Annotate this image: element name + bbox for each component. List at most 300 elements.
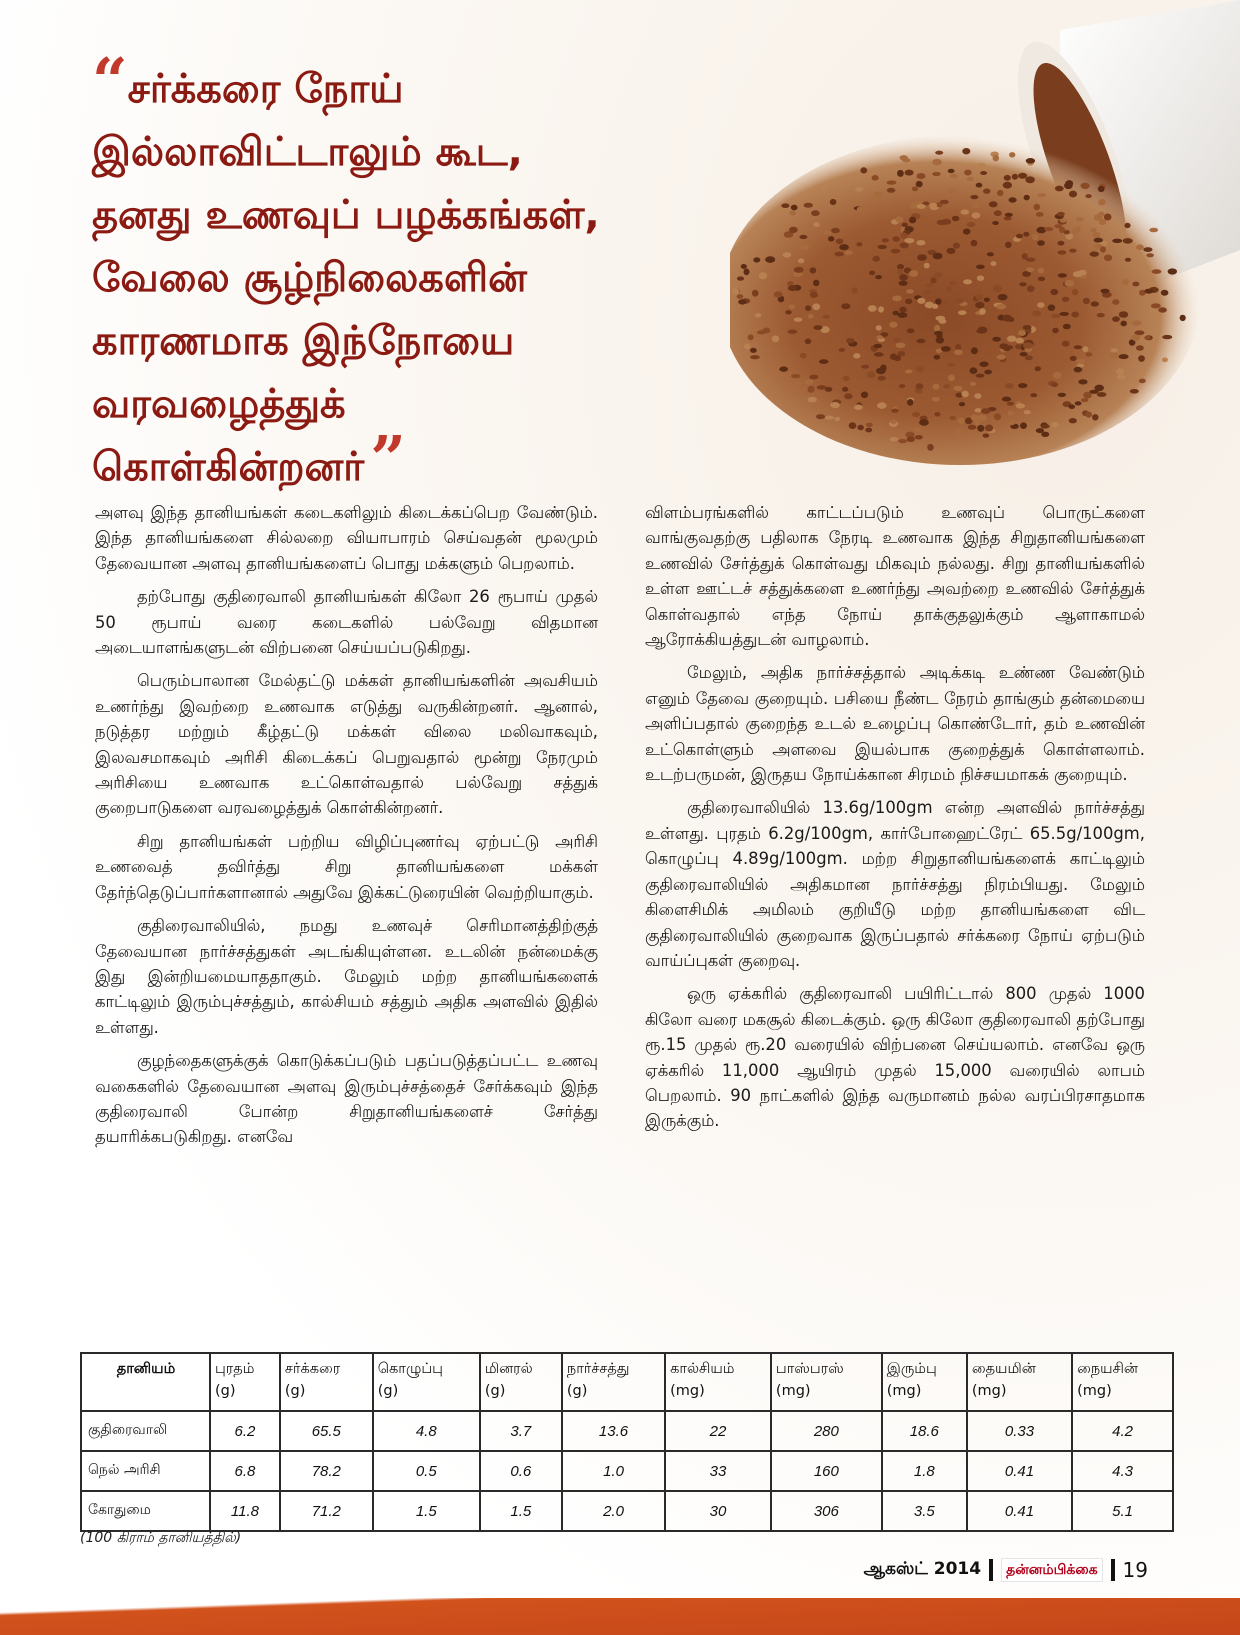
seed-grain (1097, 313, 1105, 317)
table-cell: 6.2 (210, 1411, 280, 1451)
seed-grain (1090, 251, 1099, 256)
seed-grain (927, 444, 934, 451)
table-cell: 5.1 (1072, 1491, 1173, 1531)
table-cell: 71.2 (280, 1491, 373, 1531)
seed-grain (1058, 393, 1066, 397)
seed-grain (873, 191, 880, 196)
seed-grain (917, 339, 926, 344)
seed-grain (941, 346, 951, 352)
seed-grain (1070, 356, 1077, 361)
header-mineral: மினரல் (g) (480, 1353, 562, 1411)
seed-grain (854, 405, 863, 411)
seed-grain (887, 188, 896, 193)
seed-grain (809, 375, 818, 380)
seed-grain (948, 375, 955, 382)
seed-grain (813, 325, 822, 330)
seed-grain (868, 305, 877, 312)
seed-grain (1038, 277, 1045, 282)
seed-grain (1072, 289, 1078, 295)
seed-grain (828, 236, 834, 241)
seed-grain (891, 409, 899, 413)
seed-grain (970, 367, 978, 374)
seed-grain (1003, 182, 1012, 189)
seed-grain (800, 353, 807, 358)
seed-grain (932, 172, 940, 176)
seed-grain (934, 331, 943, 336)
seed-grain (968, 425, 977, 430)
seed-grain (935, 151, 943, 155)
magazine-logo: தன்னம்பிக்கை (1001, 1558, 1102, 1582)
seed-grain (1027, 285, 1035, 292)
seed-grain (1162, 335, 1172, 339)
seed-grain (869, 271, 875, 276)
header-iron: இரும்பு (mg) (882, 1353, 967, 1411)
seed-grain (1083, 392, 1091, 399)
seed-grain (1119, 354, 1129, 359)
seed-grain (853, 353, 860, 358)
seed-grain (813, 222, 819, 227)
seed-grain (953, 243, 960, 249)
seed-grain (964, 432, 971, 437)
table-cell: 0.41 (967, 1491, 1072, 1531)
seed-grain (983, 188, 990, 194)
seed-grain (984, 298, 990, 303)
seed-grain (1094, 238, 1103, 243)
seed-grain (984, 370, 992, 375)
seed-grain (1023, 342, 1033, 349)
seed-grain (976, 329, 986, 333)
seed-grain (1092, 414, 1098, 420)
seed-grain (910, 203, 918, 209)
seed-grain (738, 299, 746, 304)
seed-grain (831, 228, 840, 234)
seed-grain (842, 387, 848, 392)
right-paragraph-3: குதிரைவாலியில் 13.6g/100gm என்ற அளவில் நார்ச்சத்து உள்ளது. புரதம் 6.2g/100gm, கார்போஹைட்ரேட் 65.5g/100gm, கொழுப்பு 4.89g/100gm. மற்ற சிறுதானியங்களைக் காட்டிலும் குதிரைவாலியில் அதிகமான நார்ச்சத்து நிரம்பியது. மேலும் கிளைசிமிக் அமிலம் குறியீடு மற்ற தானியங்களை விட குதிரைவாலியில் குறைவாக இருப்பதால் சர்க்கரை நோய் ஏற்படும் வாய்ப்புகள் குறைவு. (645, 798, 1145, 970)
seed-grain (1005, 213, 1013, 217)
seed-grain (958, 417, 965, 424)
seed-grain (1024, 410, 1031, 414)
seed-grain (974, 393, 981, 399)
table-cell: 11.8 (210, 1491, 280, 1531)
headline-line-4: வேலை சூழ்நிலைகளின் (92, 255, 527, 301)
page-number: 19 (1122, 1558, 1148, 1582)
seed-grain (958, 310, 967, 315)
seed-grain (1074, 345, 1082, 349)
seed-grain (1038, 268, 1045, 274)
seed-grain (899, 307, 907, 313)
seed-grain (902, 158, 910, 162)
headline-line-1: “சர்க்கரை நோய் (92, 44, 404, 117)
seed-grain (937, 220, 947, 225)
seed-grain (954, 386, 963, 391)
table-cell: 4.2 (1072, 1411, 1173, 1451)
seed-grain (1063, 324, 1071, 330)
seed-grain (949, 188, 957, 194)
seed-grain (1090, 228, 1096, 232)
left-paragraph-2: தற்போது குதிரைவாலி தானியங்கள் கிலோ 26 ரூபாய் முதல் 50 ரூபாய் வரை கடைகளில் பல்வேறு விதமான அடையாளங்களுடன் விற்பனை செய்யப்படுகிறது. (95, 587, 598, 658)
seed-grain (1119, 311, 1128, 318)
seed-grain (897, 269, 903, 275)
seed-grain (1161, 290, 1169, 296)
seed-grain (1136, 345, 1144, 351)
table-cell: 0.6 (480, 1451, 562, 1491)
seed-grain (892, 295, 902, 301)
seed-grain (932, 397, 940, 402)
seed-grain (909, 217, 916, 224)
seed-grain (1097, 392, 1107, 397)
seed-grain (939, 319, 947, 324)
seed-grain (839, 244, 849, 250)
seed-grain (889, 322, 897, 328)
seed-grain (732, 288, 739, 294)
seed-grain (972, 212, 981, 218)
seed-grain (883, 199, 890, 204)
seed-grain (1059, 312, 1069, 316)
seed-grain (1136, 244, 1144, 250)
seed-grain (1104, 255, 1112, 261)
seed-grain (1057, 241, 1064, 246)
seed-grain (954, 350, 963, 356)
seed-grain (783, 252, 792, 257)
table-cell: 160 (771, 1451, 882, 1491)
table-cell: 30 (665, 1491, 771, 1531)
seed-grain (1152, 269, 1162, 274)
seed-grain (1053, 372, 1062, 379)
seed-grain (975, 408, 982, 412)
seed-grain (917, 173, 926, 179)
seed-grain (1116, 368, 1125, 374)
seed-grain (1132, 282, 1139, 287)
seed-grain (994, 210, 1002, 216)
seed-grain (822, 183, 828, 189)
seed-grain (905, 370, 913, 374)
seed-grain (926, 283, 934, 287)
seed-grain (798, 258, 804, 263)
seed-grain (956, 298, 964, 304)
seed-grain (1007, 402, 1014, 406)
footer-divider (1111, 1559, 1115, 1581)
seed-grain (1051, 314, 1060, 318)
seed-grain (752, 290, 759, 297)
seed-grain (744, 269, 750, 276)
seed-grain (940, 200, 949, 204)
seed-grain (1081, 183, 1090, 189)
seed-grain (1057, 212, 1065, 217)
seed-grain (1117, 375, 1127, 380)
right-column (645, 500, 1145, 1142)
seed-grain (907, 328, 915, 333)
seed-grain (1034, 204, 1041, 211)
seed-grain (800, 244, 809, 251)
seed-grain (1002, 397, 1011, 402)
headline-line-3: தனது உணவுப் பழக்கங்கள், (92, 192, 600, 238)
seed-grain (1055, 186, 1064, 192)
seed-grain (834, 252, 844, 257)
left-paragraph-4: சிறு தானியங்கள் பற்றிய விழிப்புணர்வு ஏற்பட்டு அரிசி உணவைத் தவிர்த்து சிறு தானியங்களை மக்கள் தேர்ந்தெடுப்பார்களானால் அதுவே இக்கட்டுரையின் வெற்றியாகும். (95, 831, 598, 902)
seed-grain (844, 393, 852, 399)
left-paragraph-6: குழந்தைகளுக்குக் கொடுக்கப்படும் பதப்படுத்தப்பட்ட உணவு வகைகளில் தேவையான அளவு இரும்புச்சத்தைச் சேர்க்கவும் இந்த குதிரைவாலி போன்ற சிறுதானியங்களைச் சேர்த்து தயாரிக்கபடுகிறது. எனவே (95, 1051, 598, 1147)
seed-grain (1004, 175, 1011, 181)
seed-grain (962, 148, 970, 154)
seed-grain (1037, 240, 1045, 246)
seed-grain (1036, 428, 1044, 433)
seed-grain (839, 348, 846, 352)
seed-grain (1016, 403, 1025, 408)
seed-grain (976, 265, 985, 269)
seed-grain (759, 272, 768, 279)
seed-grain (932, 159, 941, 166)
seed-grain (1143, 247, 1152, 252)
seed-grain (810, 267, 817, 273)
seed-grain (1075, 401, 1082, 405)
seed-grain (916, 240, 925, 245)
table-cell-grain: குதிரைவாலி (81, 1411, 210, 1451)
seed-grain (1002, 315, 1012, 322)
seed-grain (1069, 249, 1077, 253)
seed-grain (816, 414, 825, 419)
right-paragraph-4: ஒரு ஏக்கரில் குதிரைவாலி பயிரிட்டால் 800 முதல் 1000 கிலோ வரை மகசூல் கிடைக்கும். ஒரு கிலோ குதிரைவாலி தற்போது ரூ.15 முதல் ரூ.20 வரையில் விற்பனை செய்யலாம். எனவே ஒரு ஏக்கரில் 11,000 ஆயிரம் முதல் 15,000 வரையில் லாபம் பெறலாம். 90 நாட்களில் இந்த வருமானம் நல்ல வரப்பிரசாதமாக இருக்கும். (645, 984, 1145, 1131)
seed-grain (950, 281, 957, 285)
seed-grain (892, 236, 900, 242)
seed-grain (1081, 398, 1088, 402)
seed-grain (1158, 307, 1167, 312)
seed-grain (919, 419, 929, 426)
seed-grain (1083, 346, 1089, 352)
table-cell: 2.0 (562, 1491, 665, 1531)
seed-grain (1092, 232, 1100, 238)
seed-grain (808, 386, 815, 393)
left-paragraph-1: அளவு இந்த தானியங்கள் கடைகளிலும் கிடைக்கப்பெற வேண்டும். இந்த தானியங்களை சில்லறை வியாபாரம் செய்வதன் மூலமும் தேவையான அளவு தானியங்களைப் பொது மக்களும் பெறலாம். (95, 503, 598, 573)
seed-grain (1044, 227, 1053, 231)
seed-grain (805, 339, 812, 345)
table-cell: 4.3 (1072, 1451, 1173, 1491)
seed-grain (946, 287, 952, 292)
seed-grain (1005, 242, 1012, 248)
seed-grain (1151, 303, 1161, 308)
seed-grain (1058, 273, 1067, 277)
seed-grain (1026, 267, 1034, 272)
seed-grain (1150, 309, 1158, 313)
seed-grain (963, 229, 970, 235)
seed-grain (899, 274, 908, 281)
seed-grain (980, 171, 987, 175)
seed-grain (944, 384, 951, 389)
seed-grain (1018, 330, 1026, 336)
seed-grain (1060, 219, 1067, 223)
seed-grain (981, 408, 991, 414)
table-cell: 280 (771, 1411, 882, 1451)
seed-grain (915, 435, 923, 440)
seed-grain (1091, 301, 1099, 306)
seed-grain (860, 167, 867, 173)
seed-grain (977, 275, 984, 281)
seed-grain (1020, 352, 1028, 356)
seed-grain (970, 382, 977, 386)
table-cell: 65.5 (280, 1411, 373, 1451)
seed-grain (1026, 158, 1035, 164)
seed-grain (1112, 299, 1119, 305)
seed-grain (934, 355, 941, 360)
header-thiamine: தையமின் (mg) (967, 1353, 1072, 1411)
seed-grain (905, 299, 912, 304)
seed-grain (763, 328, 771, 334)
seed-grain (916, 181, 923, 187)
seed-grain (1085, 194, 1091, 198)
headline-quote (92, 44, 692, 499)
seed-grain (991, 261, 997, 266)
seed-grain (819, 359, 828, 364)
seed-grain (794, 267, 804, 273)
seed-grain (878, 306, 884, 312)
headline-line-5: காரணமாக இந்நோயை (92, 318, 515, 364)
seed-grain (979, 308, 986, 314)
header-calcium: கால்சியம் (mg) (665, 1353, 771, 1411)
seed-grain (987, 252, 994, 256)
seed-grain (1004, 216, 1012, 220)
seed-grain (947, 363, 955, 367)
seed-grain (765, 256, 775, 263)
seed-grain (1071, 312, 1079, 318)
seed-grain (856, 242, 862, 246)
seed-grain (890, 437, 898, 441)
seed-grain (894, 338, 901, 343)
seed-grain (867, 371, 876, 378)
seed-grain (1026, 258, 1036, 262)
seed-grain (1146, 253, 1154, 257)
seed-grain (909, 270, 918, 277)
seed-jar-image (730, 0, 1240, 500)
header-fiber: நார்ச்சத்து (g) (562, 1353, 665, 1411)
seed-grain (811, 210, 820, 216)
seed-grain (905, 170, 914, 176)
seed-grain (976, 374, 985, 378)
seed-grain (887, 181, 897, 185)
seed-grain (1019, 282, 1026, 286)
seed-grain (997, 354, 1006, 359)
seed-grain (781, 203, 789, 208)
seed-grain (844, 251, 853, 255)
table-cell: 18.6 (882, 1411, 967, 1451)
seed-grain (1139, 379, 1146, 384)
seed-grain (1024, 195, 1030, 201)
seed-grain (843, 376, 850, 381)
header-protein: புரதம் (g) (210, 1353, 280, 1411)
seed-grain (1062, 297, 1070, 302)
seed-grain (1069, 418, 1077, 423)
seed-grain (878, 245, 887, 249)
nutrition-table (80, 1352, 1174, 1532)
seed-grain (1144, 336, 1151, 340)
seed-grain (912, 412, 920, 417)
seed-grain (1094, 385, 1104, 392)
seed-grain (874, 352, 884, 356)
seed-grain (930, 277, 936, 283)
seed-grain (1107, 334, 1113, 338)
seed-grain (959, 402, 965, 406)
seed-grain (865, 428, 872, 433)
seed-grain (933, 253, 943, 260)
seed-grain (1064, 182, 1073, 189)
seed-grain (807, 397, 817, 403)
table-cell: 3.5 (882, 1491, 967, 1531)
headline-line-7: கொள்கின்றனர்” (92, 422, 406, 495)
seed-grain (785, 310, 791, 314)
left-paragraph-3: பெரும்பாலான மேல்தட்டு மக்கள் தானியங்களின் அவசியம் உணர்ந்து இவற்றை உணவாக எடுத்து வருகின்றனர். ஆனால், நடுத்தர மற்றும் கீழ்தட்டு மக்கள் விலை மலிவாகவும், இலவசமாகவும் அரிசி கிடைக்கப் பெறுவதால் மூன்று நேரமும் அரிசியை உணவாக உட்கொள்வதால் பல்வேறு சத்துக் குறைபாடுகளை வரவழைத்துக் கொள்கின்றனர். (95, 671, 598, 818)
seed-grain (983, 434, 990, 438)
table-cell: 1.5 (480, 1491, 562, 1531)
seed-grain (1008, 411, 1014, 416)
seed-grain (917, 298, 925, 304)
table-row (81, 1411, 1173, 1451)
table-cell: 0.33 (967, 1411, 1072, 1451)
seed-grain (748, 334, 754, 340)
seed-grain (1016, 234, 1023, 239)
seed-grain (1149, 228, 1158, 233)
seed-grain (936, 337, 945, 343)
seed-grain (1168, 268, 1177, 274)
seed-grain (1162, 357, 1168, 362)
table-cell: 78.2 (280, 1451, 373, 1491)
seed-grain (1086, 352, 1093, 356)
seed-grain (895, 216, 903, 222)
seed-grain (772, 335, 779, 342)
seed-grain (1051, 422, 1058, 428)
seed-grain (1074, 367, 1083, 373)
seed-grain (849, 422, 857, 429)
seed-grain (1051, 383, 1058, 388)
seed-grain (985, 425, 993, 432)
table-cell: 1.0 (562, 1451, 665, 1491)
seed-grain (834, 417, 840, 421)
seed-grain (976, 183, 983, 188)
header-sugar: சர்க்கரை (g) (280, 1353, 373, 1411)
seed-grain (876, 335, 883, 339)
seed-grain (1111, 348, 1118, 352)
seed-grain (812, 303, 820, 310)
seed-grain (971, 347, 978, 354)
seed-grain (1112, 239, 1122, 243)
left-column (95, 500, 598, 1158)
seed-grain (874, 344, 882, 348)
table-cell: 0.5 (373, 1451, 480, 1491)
seed-grain (904, 238, 914, 243)
seed-grain (967, 222, 976, 227)
seed-grain (1032, 234, 1038, 241)
seed-grain (846, 174, 852, 179)
seed-grain (1035, 366, 1041, 371)
seed-grain (963, 279, 972, 284)
table-cell: 1.5 (373, 1491, 480, 1531)
seed-grain (1109, 352, 1118, 359)
seed-grain (977, 163, 986, 169)
seed-grain (971, 240, 978, 246)
seed-grain (779, 366, 788, 371)
seed-grain (1009, 197, 1017, 202)
seed-grain (1041, 424, 1050, 428)
seed-grain (875, 275, 882, 279)
seed-grain (975, 302, 984, 309)
seed-grain (799, 235, 807, 239)
table-cell-grain: கோதுமை (81, 1491, 210, 1531)
seed-grain (993, 155, 999, 161)
seed-grain (825, 416, 834, 420)
table-header-row (81, 1353, 1173, 1411)
seed-grain (961, 391, 968, 398)
seed-grain (1132, 334, 1140, 341)
seed-grain (830, 199, 837, 205)
seed-grain (1009, 152, 1015, 157)
table-row (81, 1451, 1173, 1491)
